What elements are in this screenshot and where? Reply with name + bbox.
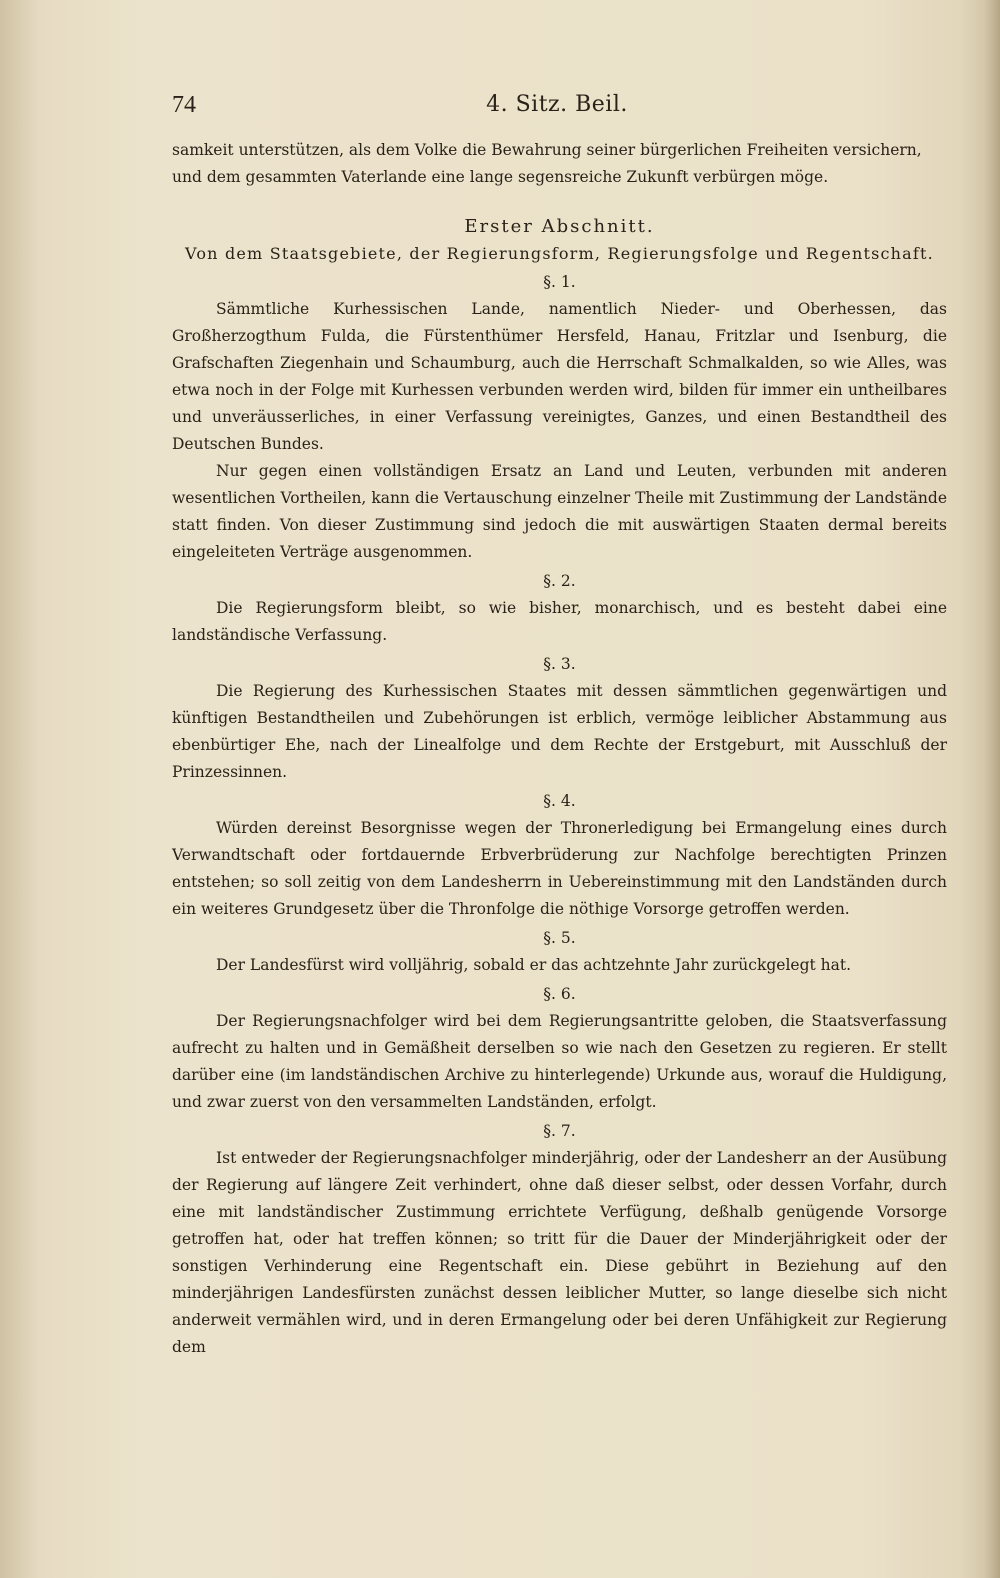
paragraph-7-text: Ist entweder der Regierungsnachfolger minderjährig, oder der Landesherr an der Ausübung der Regierung auf längere Zeit verhindert, ohne daß dieser selbst, oder dessen Vorfahr, durch eine mit landständischer Zustimmung errichtete Verfügung, deßhalb genügende Vorsorge getroffen hat, oder hat treffen können; so tritt für die Dauer der Minderjährigkeit oder der sonstigen Verhinderung eine Regentschaft ein. Diese gebührt in Beziehung auf den minderjährigen Landesfürsten zunächst dessen leiblicher Mutter, so lange dieselbe sich nicht anderweit vermählen wird, und in deren Ermangelung oder bei deren Unfähigkeit zur Regierung dem xyxy=(172,1149,947,1356)
page-header xyxy=(172,92,942,122)
paragraph-number-2: §. 2. xyxy=(543,572,576,590)
paragraph-number-6: §. 6. xyxy=(543,985,576,1003)
paragraph-number-3: §. 3. xyxy=(543,655,576,673)
paragraph-4-text: Würden dereinst Besorgnisse wegen der Thronerledigung bei Ermangelung eines durch Verwandtschaft oder fortdauernde Erbverbrüderung zur Nachfolge berechtigten Prinzen entstehen; so soll zeitig von dem Landesherrn in Uebereinstimmung mit den Landständen durch ein weiteres Grundgesetz über die Thronfolge die nöthige Vorsorge getroffen werden. xyxy=(172,819,947,918)
page-edge xyxy=(982,0,1000,1578)
intro-line-1: samkeit unterstützen, als dem Volke die Bewahrung seiner bürgerlichen Freiheiten versichern, xyxy=(172,141,922,159)
paragraph-1-text-b: Nur gegen einen vollständigen Ersatz an Land und Leuten, verbunden mit anderen wesentlichen Vortheilen, kann die Vertauschung einzelner Theile mit Zustimmung der Landstände statt finden. Von dieser Zustimmung sind jedoch die mit auswärtigen Staaten dermal bereits eingeleiteten Verträge ausgenommen. xyxy=(172,462,947,561)
section-title: Erster Abschnitt. xyxy=(464,216,655,237)
paragraph-number-5: §. 5. xyxy=(543,929,576,947)
paragraph-number-7: §. 7. xyxy=(543,1122,576,1140)
paragraph-number-1: §. 1. xyxy=(543,273,576,291)
paragraph-1-text-a: Sämmtliche Kurhessischen Lande, namentlich Nieder- und Oberhessen, das Großherzogthum Fulda, die Fürstenthümer Hersfeld, Hanau, Fritzlar und Isenburg, die Grafschaften Ziegenhain und Schaumburg, auch die Herrschaft Schmalkalden, so wie Alles, was etwa noch in der Folge mit Kurhessen verbunden werden wird, bilden für immer ein untheilbares und unveräusserliches, in einer Verfassung vereinigtes, Ganzes, und einen Bestandtheil des Deutschen Bundes. xyxy=(172,300,947,453)
page-number: 74 xyxy=(172,92,196,118)
intro-line-2: und dem gesammten Vaterlande eine lange segensreiche Zukunft verbürgen möge. xyxy=(172,168,829,186)
section-subtitle: Von dem Staatsgebiete, der Regierungsform, Regierungsfolge und Regentschaft. xyxy=(185,244,934,263)
body-text xyxy=(172,137,947,1361)
paragraph-6-text: Der Regierungsnachfolger wird bei dem Regierungsantritte geloben, die Staatsverfassung aufrecht zu halten und in Gemäßheit derselben so wie nach den Gesetzen zu regieren. Er stellt darüber eine (im landständischen Archive zu hinterlegende) Urkunde aus, worauf die Huldigung, und zwar zuerst von den versammelten Landständen, erfolgt. xyxy=(172,1012,947,1111)
paragraph-number-4: §. 4. xyxy=(543,792,576,810)
paragraph-2-text: Die Regierungsform bleibt, so wie bisher, monarchisch, und es besteht dabei eine landständische Verfassung. xyxy=(172,599,947,644)
paragraph-3-text: Die Regierung des Kurhessischen Staates mit dessen sämmtlichen gegenwärtigen und künftigen Bestandtheilen und Zubehörungen ist erblich, vermöge leiblicher Abstammung aus ebenbürtiger Ehe, nach der Linealfolge und dem Rechte der Erstgeburt, mit Ausschluß der Prinzessinnen. xyxy=(172,682,947,781)
paragraph-5-text: Der Landesfürst wird volljährig, sobald er das achtzehnte Jahr zurückgelegt hat. xyxy=(216,956,852,974)
running-head: 4. Sitz. Beil. xyxy=(486,92,628,117)
